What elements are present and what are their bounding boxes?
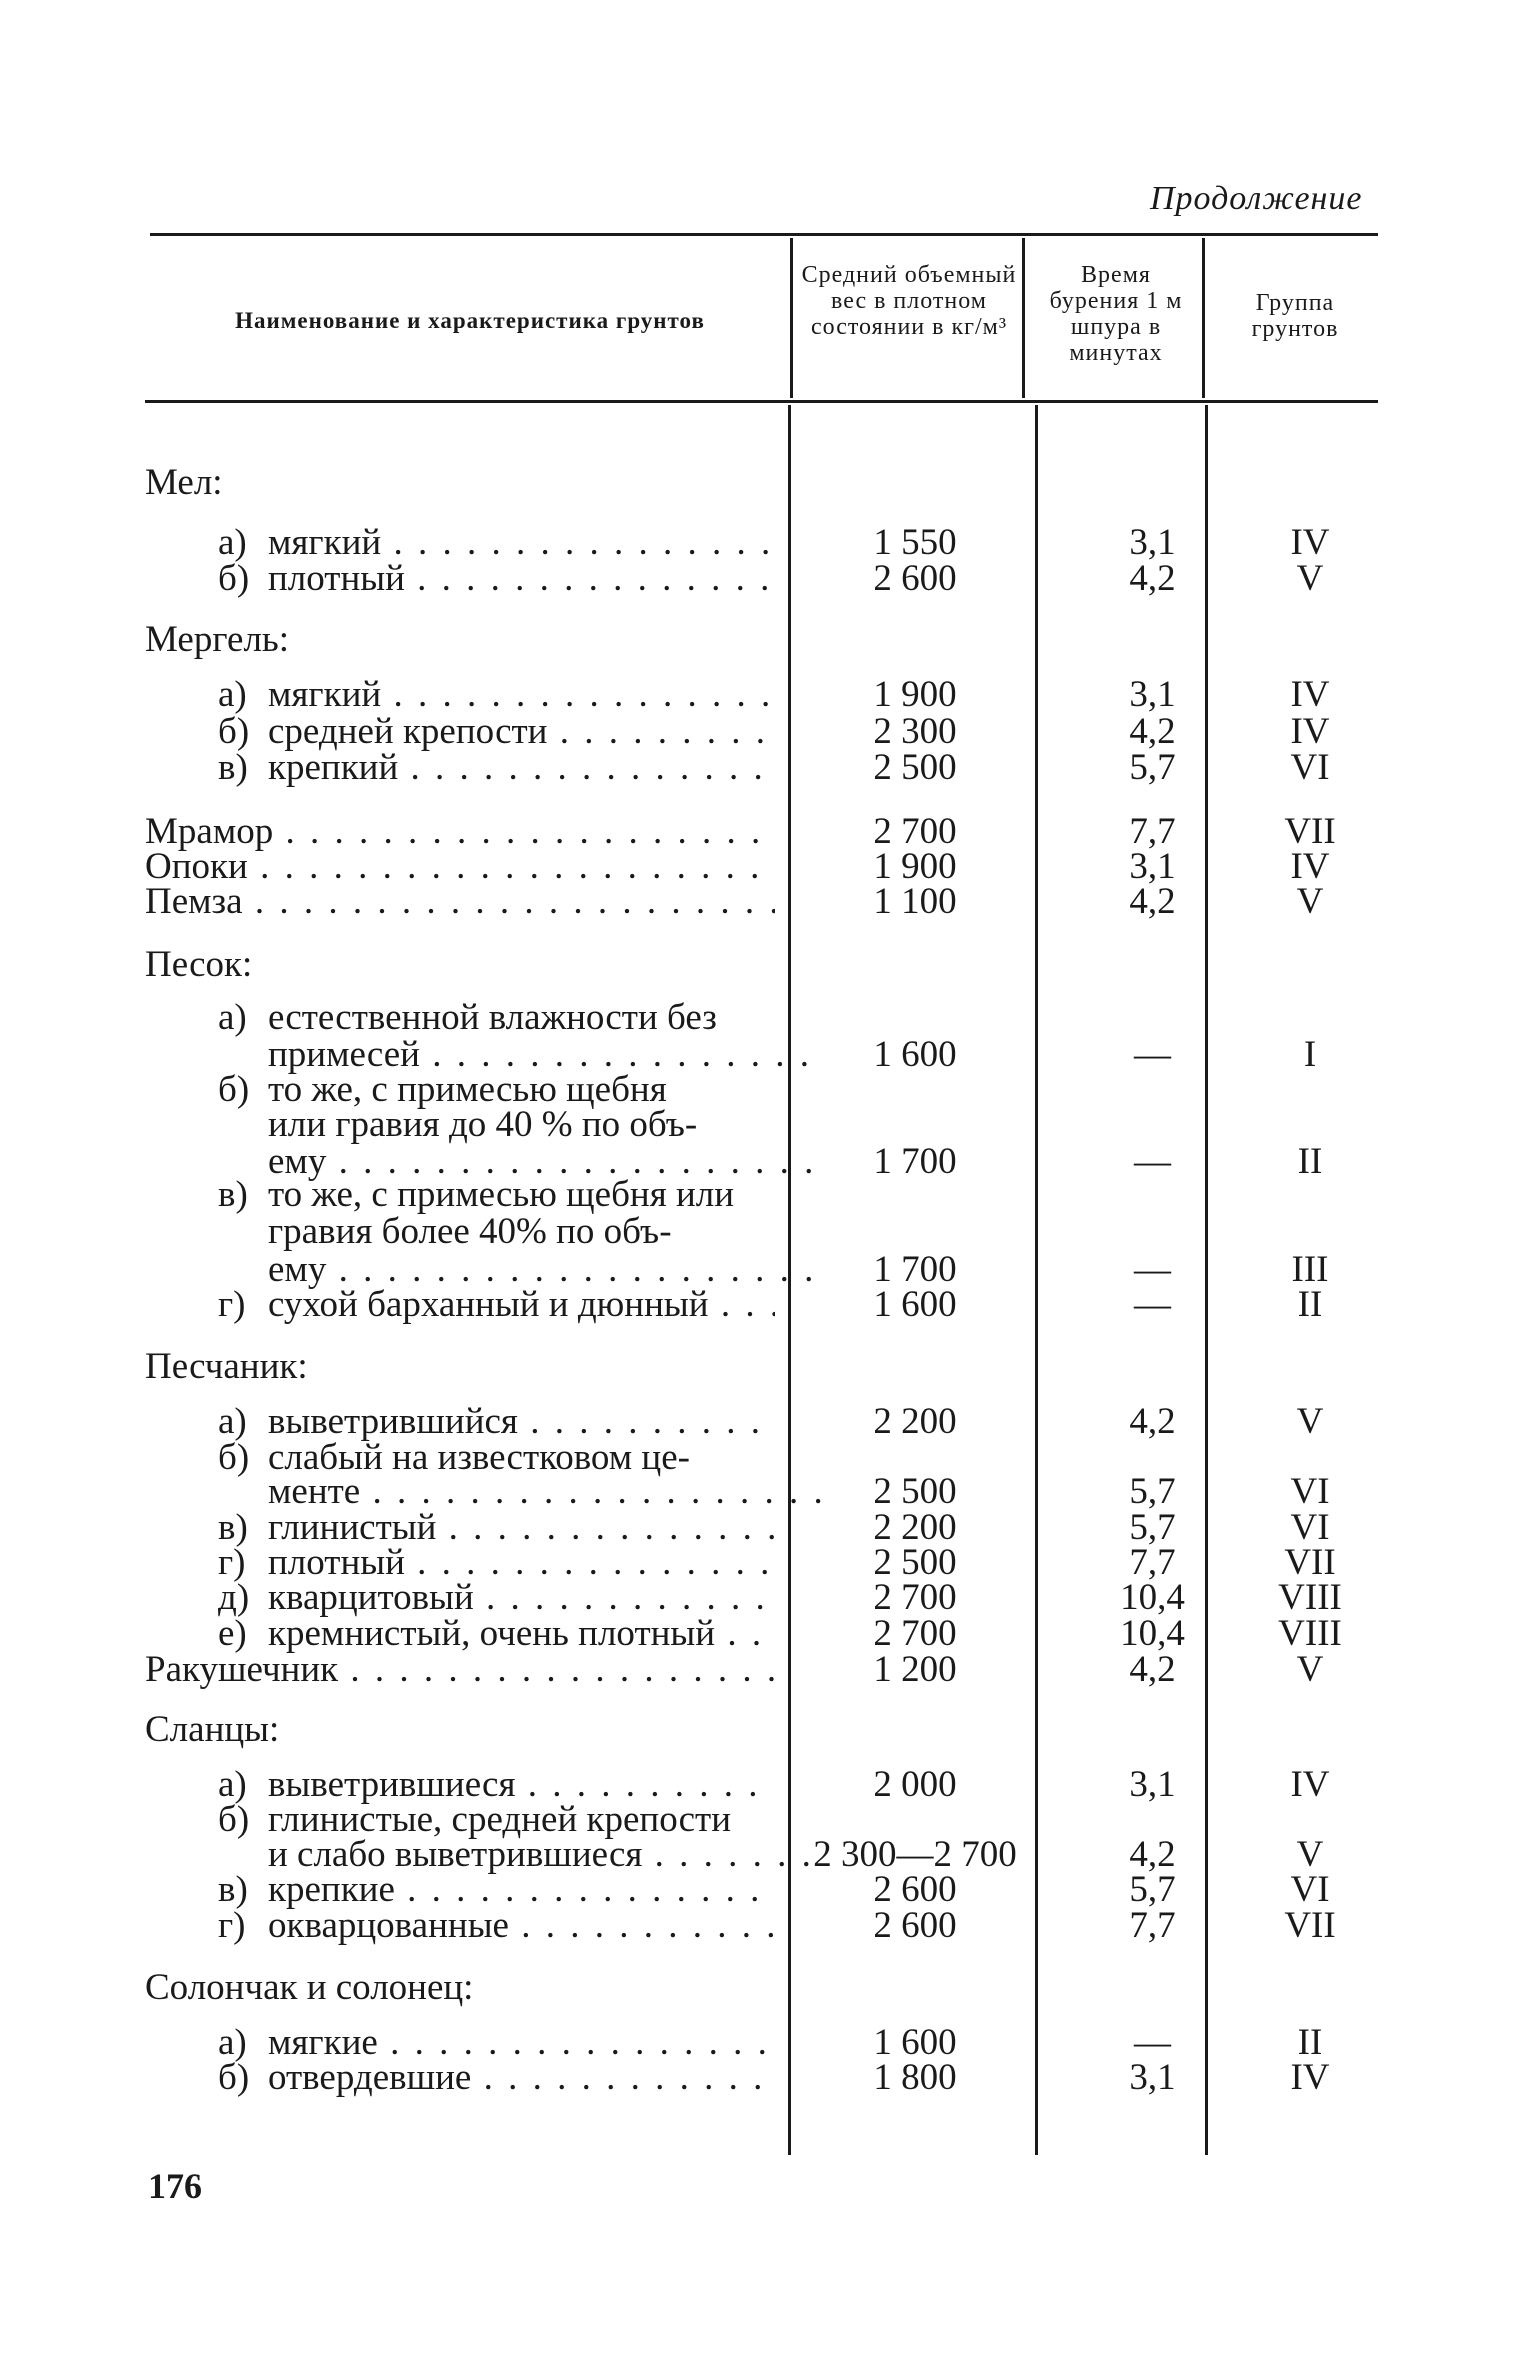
table-row [0, 1614, 1535, 1654]
item-marker: а) [218, 523, 247, 563]
weight-value: 1 600 [873, 2022, 957, 2063]
group-value: IV [1290, 522, 1330, 563]
drill-time-value: 5,7 [1129, 747, 1176, 788]
header-name: Наименование и характеристика грунтов [235, 308, 705, 333]
drill-time-value: 7,7 [1129, 811, 1176, 852]
group-value: IV [1290, 1764, 1330, 1805]
table-row [0, 1175, 1535, 1215]
soil-name-text: окварцованные . . . [268, 1906, 775, 1946]
group-value: V [1296, 881, 1324, 922]
item-marker: г) [218, 1285, 246, 1325]
weight-value: 2 500 [873, 747, 957, 788]
weight-value: 1 100 [873, 881, 957, 922]
weight-value: 2 300 [873, 711, 957, 752]
group-value: VII [1284, 1905, 1336, 1946]
weight-value: 2 000 [873, 1764, 957, 1805]
table-row [0, 1212, 1535, 1252]
weight-value: 1 900 [873, 674, 957, 715]
group-value: VII [1284, 811, 1336, 852]
drill-time-value: 5,7 [1129, 1507, 1176, 1548]
table-row [0, 1710, 1535, 1750]
weight-value: 2 300—2 700 [813, 1834, 1017, 1875]
soil-name [218, 1870, 775, 1910]
continued-label: Продолжение [1150, 180, 1363, 217]
soil-name-text: плотный . . . [268, 559, 775, 599]
soil-name [218, 1800, 775, 1840]
group-value: VI [1290, 1869, 1330, 1910]
table-row [0, 1472, 1535, 1512]
table-row [0, 1870, 1535, 1910]
item-marker: г) [218, 1906, 246, 1946]
group-value: II [1297, 2022, 1323, 2063]
drill-time-value: 4,2 [1129, 558, 1176, 599]
column-rule-3-header [1202, 238, 1205, 398]
table-row [0, 523, 1535, 563]
group-value: VI [1290, 747, 1330, 788]
soil-name-text: то же, с примесью щебня [268, 1070, 667, 1110]
soil-name-text: то же, с примесью щебня или [268, 1175, 735, 1215]
item-marker: в) [218, 1508, 248, 1548]
soil-name [218, 1402, 775, 1442]
drill-time-value: 10,4 [1120, 1577, 1185, 1618]
soil-name [218, 1472, 825, 1512]
soil-name [218, 1285, 775, 1325]
soil-name [145, 812, 775, 852]
group-value: IV [1290, 674, 1330, 715]
drill-time-value: 7,7 [1129, 1542, 1176, 1583]
weight-value: 1 900 [873, 846, 957, 887]
table-row [0, 1070, 1535, 1110]
drill-time-value: — [1134, 1249, 1171, 1290]
weight-value: 1 600 [873, 1284, 957, 1325]
weight-value: 1 700 [873, 1249, 957, 1290]
weight-value: 2 600 [873, 1905, 957, 1946]
item-marker: д) [218, 1578, 250, 1618]
soil-name [218, 523, 775, 563]
soil-name-text: Пемза . . . [145, 882, 775, 922]
soil-name-text: гравия более 40% по объ- [268, 1212, 672, 1252]
soil-name-text: примесей . . . [268, 1035, 825, 1075]
table-row [0, 1765, 1535, 1805]
soil-name [218, 1070, 775, 1110]
weight-value: 1 700 [873, 1141, 957, 1182]
soil-name-text: Ракушечник . . . [145, 1650, 775, 1690]
drill-time-value: 10,4 [1120, 1613, 1185, 1654]
soil-name [218, 1543, 775, 1583]
soil-name-text: Сланцы: [145, 1710, 280, 1750]
table-row [0, 1035, 1535, 1075]
group-value: VI [1290, 1471, 1330, 1512]
drill-time-value: — [1134, 1141, 1171, 1182]
table-row [0, 1105, 1535, 1145]
weight-value: 1 200 [873, 1649, 957, 1690]
soil-name [145, 1650, 775, 1690]
drill-time-value: 4,2 [1129, 1649, 1176, 1690]
item-marker: б) [218, 2058, 250, 2098]
item-marker: в) [218, 1870, 248, 1910]
item-marker: а) [218, 1765, 247, 1805]
weight-value: 2 200 [873, 1507, 957, 1548]
table-row [0, 1650, 1535, 1690]
soil-name-text: выветрившийся . . . [268, 1402, 775, 1442]
category-label [145, 463, 775, 503]
soil-name-text: Песчаник: [145, 1347, 308, 1387]
weight-value: 2 600 [873, 1869, 957, 1910]
table-row [0, 945, 1535, 985]
soil-name [218, 1250, 825, 1290]
soil-name [218, 998, 775, 1038]
soil-name-text: отвердевшие . . . [268, 2058, 775, 2098]
drill-time-value: 3,1 [1129, 522, 1176, 563]
soil-name-text: крепкий . . . [268, 748, 775, 788]
item-marker: а) [218, 1402, 247, 1442]
group-value: V [1296, 1834, 1324, 1875]
soil-name-text: Мергель: [145, 620, 290, 660]
soil-name [218, 675, 775, 715]
soil-name-text: менте . . . [268, 1472, 825, 1512]
soil-name-text: кремнистый, очень плотный . . . [268, 1614, 775, 1654]
soil-name [218, 1105, 825, 1145]
group-value: II [1297, 1284, 1323, 1325]
soil-name [218, 1212, 825, 1252]
category-label [145, 1968, 775, 2008]
weight-value: 1 550 [873, 522, 957, 563]
weight-value: 2 700 [873, 1613, 957, 1654]
drill-time-value: 3,1 [1129, 2057, 1176, 2098]
soil-name-text: глинистые, средней крепости [268, 1800, 732, 1840]
table-row [0, 1968, 1535, 2008]
weight-value: 2 200 [873, 1401, 957, 1442]
soil-name-text: ему . . . [268, 1250, 825, 1290]
soil-name-text: кварцитовый . . . [268, 1578, 775, 1618]
soil-name [218, 748, 775, 788]
table-row [0, 998, 1535, 1038]
item-marker: г) [218, 1543, 246, 1583]
soil-name-text: глинистый . . . [268, 1508, 775, 1548]
soil-name-text: Мел: [145, 463, 223, 503]
soil-name [218, 1035, 825, 1075]
weight-value: 2 500 [873, 1471, 957, 1512]
weight-value: 1 800 [873, 2057, 957, 2098]
group-value: IV [1290, 846, 1330, 887]
table-row [0, 1402, 1535, 1442]
soil-name-text: сухой барханный и дюнный . . . [268, 1285, 775, 1325]
soil-name [218, 1835, 825, 1875]
group-value: VIII [1278, 1613, 1342, 1654]
group-value: I [1303, 1034, 1317, 1075]
item-marker: а) [218, 2023, 247, 2063]
group-value: III [1291, 1249, 1329, 1290]
group-value: II [1297, 1141, 1323, 1182]
soil-name [218, 1175, 775, 1215]
soil-name-text: плотный . . . [268, 1543, 775, 1583]
item-marker: б) [218, 712, 250, 752]
category-label [145, 945, 775, 985]
table-row [0, 1906, 1535, 1946]
header-drill-time: Время бурения 1 м шпура в минутах [1049, 262, 1183, 366]
soil-name [218, 1765, 775, 1805]
table-row [0, 2058, 1535, 2098]
drill-time-value: 3,1 [1129, 1764, 1176, 1805]
category-label [145, 1710, 775, 1750]
table-row [0, 1285, 1535, 1325]
drill-time-value: 5,7 [1129, 1471, 1176, 1512]
weight-value: 2 600 [873, 558, 957, 599]
category-label [145, 620, 775, 660]
drill-time-value: 4,2 [1129, 1834, 1176, 1875]
soil-name-text: или гравия до 40 % по объ- [268, 1105, 698, 1145]
soil-name-text: крепкие . . . [268, 1870, 775, 1910]
header-group: Группа грунтов [1251, 290, 1339, 342]
table-row [0, 1347, 1535, 1387]
table-row [0, 712, 1535, 752]
item-marker: а) [218, 998, 247, 1038]
group-value: V [1296, 558, 1324, 599]
drill-time-value: 4,2 [1129, 1401, 1176, 1442]
group-value: V [1296, 1649, 1324, 1690]
drill-time-value: — [1134, 2022, 1171, 2063]
table-row [0, 748, 1535, 788]
table-row [0, 559, 1535, 599]
item-marker: б) [218, 1800, 250, 1840]
weight-value: 2 700 [873, 811, 957, 852]
group-value: VI [1290, 1507, 1330, 1548]
item-marker: в) [218, 748, 248, 788]
soil-name [218, 2023, 775, 2063]
group-value: IV [1290, 711, 1330, 752]
soil-name [218, 1614, 775, 1654]
soil-name [218, 2058, 775, 2098]
drill-time-value: 3,1 [1129, 846, 1176, 887]
item-marker: б) [218, 559, 250, 599]
soil-name [218, 1578, 775, 1618]
column-rule-2-header [1022, 238, 1025, 398]
item-marker: в) [218, 1175, 248, 1215]
soil-name-text: Мрамор . . . [145, 812, 775, 852]
table-row [0, 1578, 1535, 1618]
table-top-rule [150, 233, 1378, 236]
header-weight: Средний объемный вес в плотном состоянии в кг/м³ [801, 262, 1017, 340]
soil-name-text: мягкие . . . [268, 2023, 775, 2063]
item-marker: е) [218, 1614, 247, 1654]
soil-name-text: мягкий . . . [268, 675, 775, 715]
weight-value: 2 700 [873, 1577, 957, 1618]
drill-time-value: — [1134, 1284, 1171, 1325]
drill-time-value: — [1134, 1034, 1171, 1075]
soil-name-text: слабый на известковом це- [268, 1438, 690, 1478]
soil-name [218, 1906, 775, 1946]
soil-name-text: естественной влажности без [268, 998, 717, 1038]
drill-time-value: 4,2 [1129, 711, 1176, 752]
soil-name-text: средней крепости . . . [268, 712, 775, 752]
drill-time-value: 4,2 [1129, 881, 1176, 922]
drill-time-value: 7,7 [1129, 1905, 1176, 1946]
soil-name [145, 882, 775, 922]
item-marker: а) [218, 675, 247, 715]
group-value: VIII [1278, 1577, 1342, 1618]
soil-name [218, 1508, 775, 1548]
soil-name-text: мягкий . . . [268, 523, 775, 563]
soil-name-text: и слабо выветрившиеся . . . [268, 1835, 825, 1875]
header-bottom-rule [145, 400, 1378, 403]
soil-name [218, 559, 775, 599]
item-marker: б) [218, 1438, 250, 1478]
soil-name-text: выветрившиеся . . . [268, 1765, 775, 1805]
soil-name [218, 712, 775, 752]
group-value: V [1296, 1401, 1324, 1442]
table-row [0, 675, 1535, 715]
weight-value: 2 500 [873, 1542, 957, 1583]
category-label [145, 1347, 775, 1387]
weight-value: 1 600 [873, 1034, 957, 1075]
page-number: 176 [148, 2166, 202, 2206]
column-rule-1-header [790, 238, 793, 398]
soil-name [145, 847, 775, 887]
drill-time-value: 5,7 [1129, 1869, 1176, 1910]
table-row [0, 463, 1535, 503]
table-row [0, 882, 1535, 922]
drill-time-value: 3,1 [1129, 674, 1176, 715]
table-row [0, 620, 1535, 660]
soil-name-text: ему . . . [268, 1142, 825, 1182]
item-marker: б) [218, 1070, 250, 1110]
soil-name-text: Опоки . . . [145, 847, 775, 887]
group-value: VII [1284, 1542, 1336, 1583]
group-value: IV [1290, 2057, 1330, 2098]
soil-name-text: Солончак и солонец: [145, 1968, 474, 2008]
soil-name-text: Песок: [145, 945, 253, 985]
